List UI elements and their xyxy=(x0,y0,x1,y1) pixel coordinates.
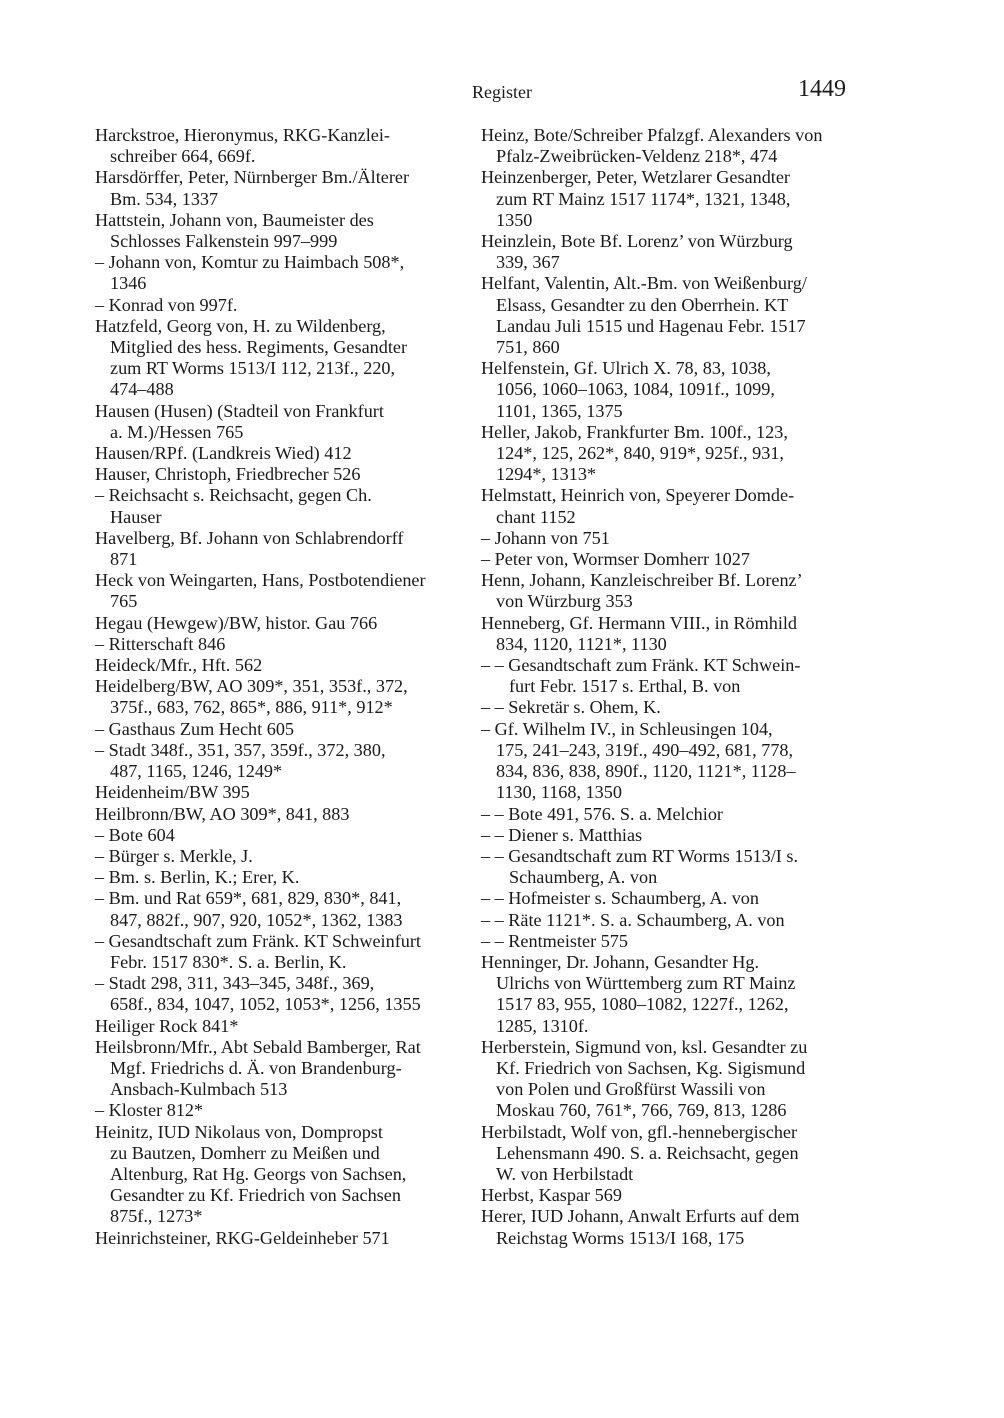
index-entry-continuation: Mgf. Friedrichs d. Ä. von Brandenburg- xyxy=(110,1057,402,1078)
index-entry-line: – Konrad von 997f. xyxy=(95,294,238,315)
index-entry-line: – – Hofmeister s. Schaumberg, A. von xyxy=(481,888,759,909)
index-entry-line: – – Räte 1121*. S. a. Schaumberg, A. von xyxy=(481,909,785,930)
index-entry-line: – – Gesandtschaft zum RT Worms 1513/I s. xyxy=(481,845,799,866)
index-entry-line: Heidelberg/BW, AO 309*, 351, 353f., 372, xyxy=(95,676,408,697)
index-entry-line: Havelberg, Bf. Johann von Schlabrendorff xyxy=(95,527,404,548)
index-entry-continuation: Gesandter zu Kf. Friedrich von Sachsen xyxy=(110,1185,401,1206)
index-entry-continuation: Elsass, Gesandter zu den Oberrhein. KT xyxy=(496,294,789,315)
index-entry-line: Henn, Johann, Kanzleischreiber Bf. Lorenz’ xyxy=(481,570,803,591)
index-entry-continuation: Reichstag Worms 1513/I 168, 175 xyxy=(496,1227,745,1248)
index-entry-continuation: von Polen und Großfürst Wassili von xyxy=(496,1079,766,1100)
index-entry-continuation: 875f., 1273* xyxy=(110,1206,203,1227)
index-entry-continuation: Ansbach-Kulmbach 513 xyxy=(110,1079,288,1100)
page-number: 1449 xyxy=(798,76,846,102)
index-entry-line: Heinitz, IUD Nikolaus von, Dompropst xyxy=(95,1121,383,1142)
index-entry-continuation: Bm. 534, 1337 xyxy=(110,188,219,209)
index-entry-continuation: 474–488 xyxy=(110,379,174,400)
index-entry-line: – – Sekretär s. Ohem, K. xyxy=(481,697,661,718)
index-entry-line: Heller, Jakob, Frankfurter Bm. 100f., 123, xyxy=(481,421,788,442)
index-entry-line: Heiliger Rock 841* xyxy=(95,1015,239,1036)
index-entry-continuation: 751, 860 xyxy=(496,337,560,358)
index-entry-line: Hausen (Husen) (Stadteil von Frankfurt xyxy=(95,400,384,421)
index-entry-line: Harsdörffer, Peter, Nürnberger Bm./Älterer xyxy=(95,167,410,188)
index-entry-line: Herbst, Kaspar 569 xyxy=(481,1185,622,1206)
index-entry-line: Hatzfeld, Georg von, H. zu Wildenberg, xyxy=(95,315,386,336)
index-entry-line: – – Rentmeister 575 xyxy=(481,930,628,951)
index-entry-line: Hauser, Christoph, Friedbrecher 526 xyxy=(95,464,361,485)
index-entry-continuation: Febr. 1517 830*. S. a. Berlin, K. xyxy=(110,951,347,972)
index-entry-line: Hattstein, Johann von, Baumeister des xyxy=(95,209,374,230)
index-entry-continuation: chant 1152 xyxy=(496,506,576,527)
index-entry-line: – Gasthaus Zum Hecht 605 xyxy=(95,718,295,739)
index-entry-line: Heilsbronn/Mfr., Abt Sebald Bamberger, Rat xyxy=(95,1036,421,1057)
index-entry-continuation: Moskau 760, 761*, 766, 769, 813, 1286 xyxy=(496,1100,787,1121)
index-entry-line: – Stadt 348f., 351, 357, 359f., 372, 380, xyxy=(95,739,386,760)
index-entry-line: Herer, IUD Johann, Anwalt Erfurts auf dem xyxy=(481,1206,800,1227)
index-entry-continuation: 1056, 1060–1063, 1084, 1091f., 1099, xyxy=(496,379,775,400)
index-entry-line: Henneberg, Gf. Hermann VIII., in Römhild xyxy=(481,612,798,633)
index-entry-continuation: zum RT Worms 1513/I 112, 213f., 220, xyxy=(110,358,396,379)
index-entry-continuation: 834, 836, 838, 890f., 1120, 1121*, 1128– xyxy=(496,761,796,782)
index-entry-line: Heinzenberger, Peter, Wetzlarer Gesandter xyxy=(481,167,790,188)
index-entry-continuation: 175, 241–243, 319f., 490–492, 681, 778, xyxy=(496,739,794,760)
index-entry-line: – Bm. s. Berlin, K.; Erer, K. xyxy=(95,867,300,888)
index-entry-line: Hausen/RPf. (Landkreis Wied) 412 xyxy=(95,443,352,464)
running-head: Register xyxy=(472,82,532,102)
index-entry-line: Henninger, Dr. Johann, Gesandter Hg. xyxy=(481,951,760,972)
index-entry-continuation: 1517 83, 955, 1080–1082, 1227f., 1262, xyxy=(496,994,789,1015)
index-entry-continuation: 1285, 1310f. xyxy=(496,1015,589,1036)
index-entry-continuation: Pfalz-Zweibrücken-Veldenz 218*, 474 xyxy=(496,146,778,167)
index-entry-continuation: zu Bautzen, Domherr zu Meißen und xyxy=(110,1142,380,1163)
index-entry-continuation: a. M.)/Hessen 765 xyxy=(110,421,244,442)
index-entry-continuation: 765 xyxy=(110,591,138,612)
index-entry-continuation: 1101, 1365, 1375 xyxy=(496,400,623,421)
index-entry-continuation: Schaumberg, A. von xyxy=(509,867,658,888)
index-entry-line: Herbilstadt, Wolf von, gfl.-hennebergischer xyxy=(481,1121,798,1142)
index-entry-line: – – Bote 491, 576. S. a. Melchior xyxy=(481,803,723,824)
index-entry-line: – – Diener s. Matthias xyxy=(481,824,643,845)
index-entry-line: Heinzlein, Bote Bf. Lorenz’ von Würzburg xyxy=(481,231,793,252)
index-entry-line: – Bm. und Rat 659*, 681, 829, 830*, 841, xyxy=(95,888,402,909)
index-entry-line: Helmstatt, Heinrich von, Speyerer Domde- xyxy=(481,485,795,506)
index-entry-continuation: 1130, 1168, 1350 xyxy=(496,782,622,803)
index-entry-continuation: Altenburg, Rat Hg. Georgs von Sachsen, xyxy=(110,1163,407,1184)
index-entry-continuation: 339, 367 xyxy=(496,252,560,273)
index-entry-continuation: Lehensmann 490. S. a. Reichsacht, gegen xyxy=(496,1142,799,1163)
index-entry-line: – Ritterschaft 846 xyxy=(95,633,226,654)
index-entry-continuation: 658f., 834, 1047, 1052, 1053*, 1256, 1355 xyxy=(110,994,421,1015)
index-entry-line: – Johann von, Komtur zu Haimbach 508*, xyxy=(95,252,405,273)
index-column-right xyxy=(481,125,851,1249)
index-entry-line: Heidenheim/BW 395 xyxy=(95,782,250,803)
index-entry-line: Herberstein, Sigmund von, ksl. Gesandter zu xyxy=(481,1036,808,1057)
index-entry-continuation: zum RT Mainz 1517 1174*, 1321, 1348, xyxy=(496,188,791,209)
index-entry-continuation: furt Febr. 1517 s. Erthal, B. von xyxy=(509,676,741,697)
index-entry-continuation: Mitglied des hess. Regiments, Gesandter xyxy=(110,337,408,358)
index-entry-line: – Kloster 812* xyxy=(95,1100,204,1121)
index-entry-line: Heinrichsteiner, RKG-Geldeinheber 571 xyxy=(95,1227,390,1248)
index-entry-continuation: Landau Juli 1515 und Hagenau Febr. 1517 xyxy=(496,315,806,336)
index-entry-line: – Reichsacht s. Reichsacht, gegen Ch. xyxy=(95,485,372,506)
index-entry-line: Heideck/Mfr., Hft. 562 xyxy=(95,655,263,676)
index-entry-continuation: Hauser xyxy=(110,506,162,527)
index-entry-continuation: 375f., 683, 762, 865*, 886, 911*, 912* xyxy=(110,697,393,718)
index-entry-continuation: von Würzburg 353 xyxy=(496,591,633,612)
index-entry-continuation: 1350 xyxy=(496,209,533,230)
index-entry-continuation: schreiber 664, 669f. xyxy=(110,146,256,167)
index-entry-continuation: Schlosses Falkenstein 997–999 xyxy=(110,231,338,252)
index-entry-line: Helfenstein, Gf. Ulrich X. 78, 83, 1038, xyxy=(481,358,771,379)
index-entry-continuation: 487, 1165, 1246, 1249* xyxy=(110,761,283,782)
index-entry-continuation: W. von Herbilstadt xyxy=(496,1163,634,1184)
index-entry-continuation: 847, 882f., 907, 920, 1052*, 1362, 1383 xyxy=(110,909,403,930)
index-entry-continuation: 871 xyxy=(110,549,138,570)
index-entry-line: – Gf. Wilhelm IV., in Schleusingen 104, xyxy=(481,718,773,739)
index-entry-line: Heilbronn/BW, AO 309*, 841, 883 xyxy=(95,803,350,824)
index-entry-line: – Bote 604 xyxy=(95,824,175,845)
index-entry-line: – – Gesandtschaft zum Fränk. KT Schwein- xyxy=(481,655,801,676)
index-entry-line: – Bürger s. Merkle, J. xyxy=(95,845,253,866)
index-entry-continuation: 124*, 125, 262*, 840, 919*, 925f., 931, xyxy=(496,443,784,464)
index-entry-line: Heck von Weingarten, Hans, Postbotendiener xyxy=(95,570,426,591)
index-entry-continuation: Kf. Friedrich von Sachsen, Kg. Sigismund xyxy=(496,1057,806,1078)
index-entry-line: Harckstroe, Hieronymus, RKG-Kanzlei- xyxy=(95,125,390,145)
index-entry-line: Helfant, Valentin, Alt.-Bm. von Weißenburg/ xyxy=(481,273,807,294)
index-entry-line: – Gesandtschaft zum Fränk. KT Schweinfurt xyxy=(95,930,421,951)
index-column-left xyxy=(95,125,467,1249)
index-entry-line: Hegau (Hewgew)/BW, histor. Gau 766 xyxy=(95,612,378,633)
index-entry-line: – Stadt 298, 311, 343–345, 348f., 369, xyxy=(95,973,375,994)
index-entry-continuation: 834, 1120, 1121*, 1130 xyxy=(496,633,667,654)
index-entry-continuation: 1294*, 1313* xyxy=(496,464,597,485)
index-entry-line: – Johann von 751 xyxy=(481,527,610,548)
index-entry-continuation: 1346 xyxy=(110,273,147,294)
index-entry-line: Heinz, Bote/Schreiber Pfalzgf. Alexanders von xyxy=(481,125,823,145)
index-entry-line: – Peter von, Wormser Domherr 1027 xyxy=(481,549,750,570)
index-entry-continuation: Ulrichs von Württemberg zum RT Mainz xyxy=(496,973,796,994)
